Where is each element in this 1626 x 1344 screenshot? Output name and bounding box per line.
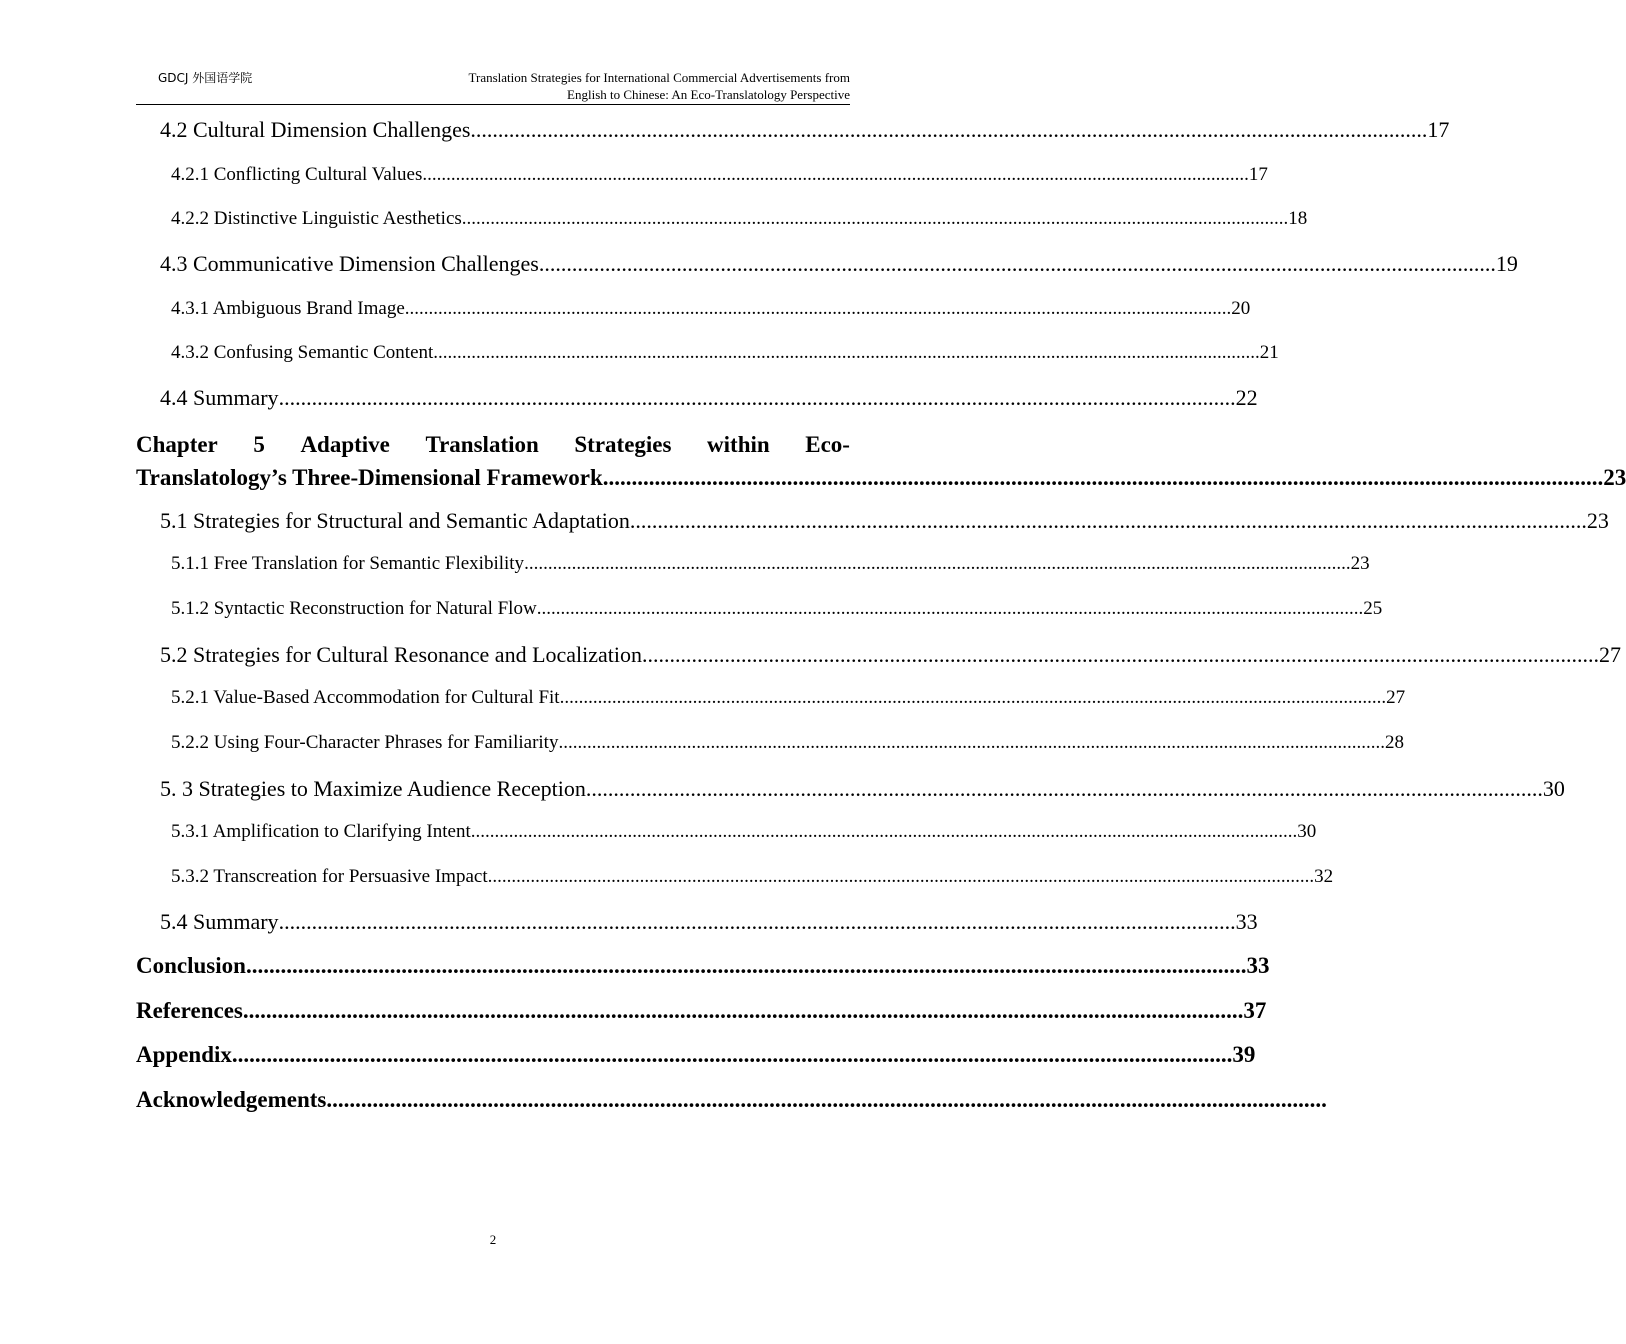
toc-entry-label: 4.4 Summary (160, 385, 279, 410)
toc-leader-dots: .............................................................................................................................................................................. (585, 776, 1543, 801)
toc-page-number: 37 (1243, 998, 1267, 1023)
toc-leader-dots: .............................................................................................................................................................................. (326, 1087, 1327, 1112)
toc-leader-dots: .............................................................................................................................................................................. (629, 508, 1587, 533)
toc-entry-4-3[interactable] (160, 251, 1518, 277)
toc-entry-4-2-1[interactable] (171, 164, 1268, 186)
toc-page-number: 30 (1297, 821, 1317, 842)
toc-page-number: 23 (1350, 553, 1370, 574)
toc-entry-label: 5.2 Strategies for Cultural Resonance and Localization (160, 642, 643, 667)
toc-entry-label: 5.2.2 Using Four-Character Phrases for Familiarity (171, 732, 559, 753)
chapter-word: Translation (425, 432, 539, 457)
toc-entry-5-1-1[interactable] (171, 553, 1370, 575)
toc-entry-references[interactable] (136, 998, 1267, 1024)
header-title-line2: English to Chinese: An Eco-Translatology Perspective (567, 87, 850, 102)
toc-entry-4-3-2[interactable] (171, 342, 1279, 364)
toc-entry-label: 5.4 Summary (160, 909, 279, 934)
toc-leader-dots: .............................................................................................................................................................................. (278, 385, 1236, 410)
toc-leader-dots: .............................................................................................................................................................................. (461, 208, 1289, 229)
toc-entry-4-2[interactable] (160, 117, 1450, 143)
header-thesis-title (380, 69, 850, 103)
chapter-word: Strategies (574, 432, 672, 457)
toc-page-number: 32 (1314, 866, 1334, 887)
toc-entry-label: 4.3.2 Confusing Semantic Content (171, 342, 434, 363)
toc-entry-label: 5.3.1 Amplification to Clarifying Intent (171, 821, 471, 842)
toc-entry-label: Conclusion (136, 953, 246, 978)
toc-leader-dots: .............................................................................................................................................................................. (242, 998, 1244, 1023)
toc-entry-5-2[interactable] (160, 642, 1622, 668)
toc-page-number: 18 (1288, 208, 1308, 229)
toc-entry-conclusion[interactable] (136, 953, 1270, 979)
toc-entry-5-2-1[interactable] (171, 687, 1406, 709)
toc-entry-5-2-2[interactable] (171, 732, 1404, 754)
toc-entry-5-1-2[interactable] (171, 598, 1383, 620)
toc-entry-5-4[interactable] (160, 909, 1258, 935)
toc-entry-label: Appendix (136, 1042, 232, 1067)
header-title-line1: Translation Strategies for International Commercial Advertisements from (468, 70, 850, 85)
toc-leader-dots: .............................................................................................................................................................................. (245, 953, 1247, 978)
toc-entry-label: 5.3.2 Transcreation for Persuasive Impact (171, 866, 488, 887)
toc-leader-dots: .............................................................................................................................................................................. (278, 909, 1236, 934)
running-header (136, 66, 850, 105)
toc-leader-dots: .............................................................................................................................................................................. (487, 866, 1315, 887)
toc-entry-label: 4.2 Cultural Dimension Challenges (160, 117, 471, 142)
toc-leader-dots: .............................................................................................................................................................................. (559, 687, 1387, 708)
toc-entry-label: 5.1.2 Syntactic Reconstruction for Natural Flow (171, 598, 537, 619)
toc-entry-5-1[interactable] (160, 508, 1609, 534)
chapter-word: 5 (253, 432, 265, 457)
chapter-title-continued: Translatology’s Three-Dimensional Framework (136, 465, 603, 490)
chapter-word: Adaptive (300, 432, 390, 457)
toc-page-number: 20 (1231, 298, 1251, 319)
toc-leader-dots: .............................................................................................................................................................................. (231, 1042, 1233, 1067)
toc-page-number: 27 (1386, 687, 1406, 708)
toc-leader-dots: .............................................................................................................................................................................. (558, 732, 1385, 753)
chapter-word: Chapter (136, 432, 218, 457)
toc-page-number: 17 (1427, 117, 1450, 142)
header-institution: GDCJ 外国语学院 (158, 71, 253, 85)
toc-entry-label: 4.2.2 Distinctive Linguistic Aesthetics (171, 208, 462, 229)
chapter-word: Eco- (805, 432, 850, 457)
toc-entry-5-3-2[interactable] (171, 866, 1334, 888)
toc-entry-4-2-2[interactable] (171, 208, 1308, 230)
toc-entry-label: 4.2.1 Conflicting Cultural Values (171, 164, 423, 185)
toc-leader-dots: .............................................................................................................................................................................. (404, 298, 1232, 319)
toc-page-number: 25 (1363, 598, 1383, 619)
chapter-title-line1 (136, 428, 850, 461)
toc-leader-dots: .............................................................................................................................................................................. (524, 553, 1351, 574)
toc-leader-dots: .............................................................................................................................................................................. (538, 251, 1496, 276)
toc-entry-appendix[interactable] (136, 1042, 1256, 1068)
toc-page-number: 19 (1495, 251, 1518, 276)
toc-page-number: 23 (1603, 465, 1626, 490)
toc-entry-4-4[interactable] (160, 385, 1258, 411)
toc-entry-5-3-1[interactable] (171, 821, 1317, 843)
chapter-word: within (707, 432, 770, 457)
toc-entry-label: 4.3 Communicative Dimension Challenges (160, 251, 539, 276)
toc-entry-label: Acknowledgements (136, 1087, 327, 1112)
toc-entry-5-3[interactable] (160, 776, 1565, 802)
toc-leader-dots: .............................................................................................................................................................................. (433, 342, 1260, 363)
toc-leader-dots: .............................................................................................................................................................................. (422, 164, 1249, 185)
toc-page-number: 23 (1586, 508, 1609, 533)
chapter-title-line2 (136, 461, 1626, 494)
toc-leader-dots: .............................................................................................................................................................................. (470, 117, 1428, 142)
page-number: 2 (489, 1232, 497, 1247)
toc-page-number: 22 (1235, 385, 1258, 410)
toc-entry-label: 4.3.1 Ambiguous Brand Image (171, 298, 405, 319)
toc-page-number: 30 (1542, 776, 1565, 801)
toc-page-number: 27 (1599, 642, 1622, 667)
toc-page-number: 21 (1259, 342, 1279, 363)
toc-leader-dots: .............................................................................................................................................................................. (642, 642, 1600, 667)
toc-entry-label: 5.2.1 Value-Based Accommodation for Cultural Fit (171, 687, 560, 708)
toc-entry-4-3-1[interactable] (171, 298, 1251, 320)
toc-entry-label: 5. 3 Strategies to Maximize Audience Reception (160, 776, 586, 801)
toc-entry-chapter-5[interactable] (136, 428, 1626, 494)
toc-page-number: 33 (1235, 909, 1258, 934)
toc-entry-acknowledgements[interactable] (136, 1087, 1327, 1113)
toc-entry-label: References (136, 998, 243, 1023)
toc-entry-label: 5.1.1 Free Translation for Semantic Flexibility (171, 553, 525, 574)
toc-entry-label: 5.1 Strategies for Structural and Semantic Adaptation (160, 508, 630, 533)
toc-page-number: 17 (1248, 164, 1268, 185)
toc-page-number: 33 (1246, 953, 1270, 978)
toc-page-number: 28 (1384, 732, 1404, 753)
toc-leader-dots: .............................................................................................................................................................................. (602, 465, 1604, 490)
toc-page-number: 39 (1232, 1042, 1256, 1067)
toc-leader-dots: .............................................................................................................................................................................. (536, 598, 1364, 619)
toc-leader-dots: .............................................................................................................................................................................. (470, 821, 1298, 842)
